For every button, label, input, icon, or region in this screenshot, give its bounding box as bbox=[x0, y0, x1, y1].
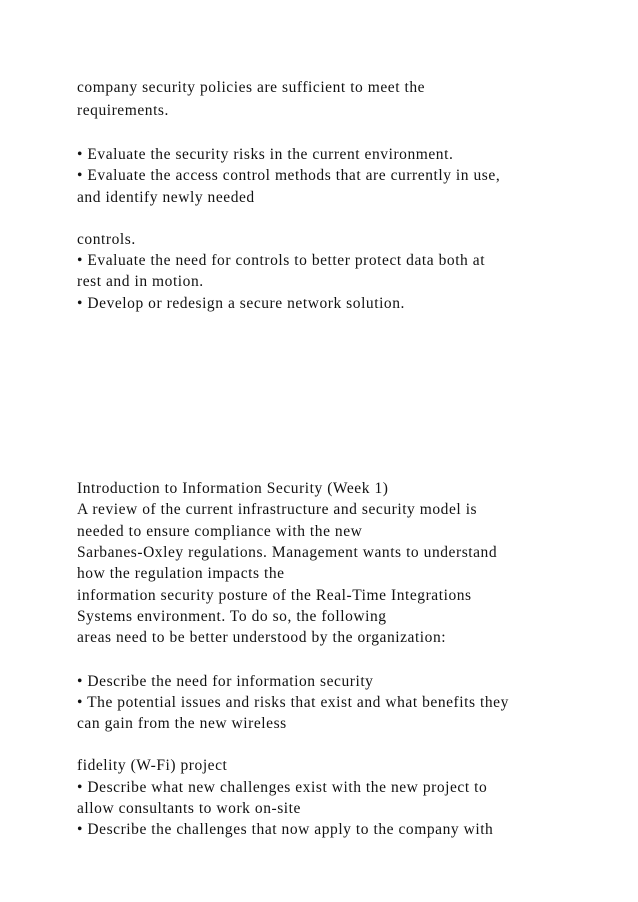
text-line: A review of the current infrastructure and security model is bbox=[77, 501, 478, 518]
text-line: Sarbanes-Oxley regulations. Management wants to understand bbox=[77, 544, 498, 561]
bullet-item: • Evaluate the need for controls to better protect data both at bbox=[77, 252, 486, 269]
text-line: information security posture of the Real-Time Integrations bbox=[77, 587, 472, 604]
bullet-item: • Develop or redesign a secure network solution. bbox=[77, 295, 405, 312]
text-line: allow consultants to work on-site bbox=[77, 800, 301, 817]
text-line: rest and in motion. bbox=[77, 273, 204, 290]
bullet-item: • Describe the need for information security bbox=[77, 673, 374, 690]
bullet-item: • Describe what new challenges exist with the new project to bbox=[77, 779, 488, 796]
bullet-item: • The potential issues and risks that exist and what benefits they bbox=[77, 694, 509, 711]
bullet-item: • Describe the challenges that now apply to the company with bbox=[77, 821, 494, 838]
bullet-item: • Evaluate the security risks in the current environment. bbox=[77, 146, 454, 163]
text-line: controls. bbox=[77, 231, 136, 248]
text-line: requirements. bbox=[77, 102, 169, 119]
text-line: company security policies are sufficient to meet the bbox=[77, 79, 426, 96]
text-line: how the regulation impacts the bbox=[77, 565, 285, 582]
section-heading: Introduction to Information Security (Week 1) bbox=[77, 480, 389, 497]
text-line: and identify newly needed bbox=[77, 189, 255, 206]
text-line: fidelity (W-Fi) project bbox=[77, 757, 228, 774]
text-line: can gain from the new wireless bbox=[77, 715, 287, 732]
bullet-item: • Evaluate the access control methods that are currently in use, bbox=[77, 167, 501, 184]
text-line: needed to ensure compliance with the new bbox=[77, 523, 363, 540]
text-line: Systems environment. To do so, the following bbox=[77, 608, 387, 625]
text-line: areas need to be better understood by the organization: bbox=[77, 629, 447, 646]
